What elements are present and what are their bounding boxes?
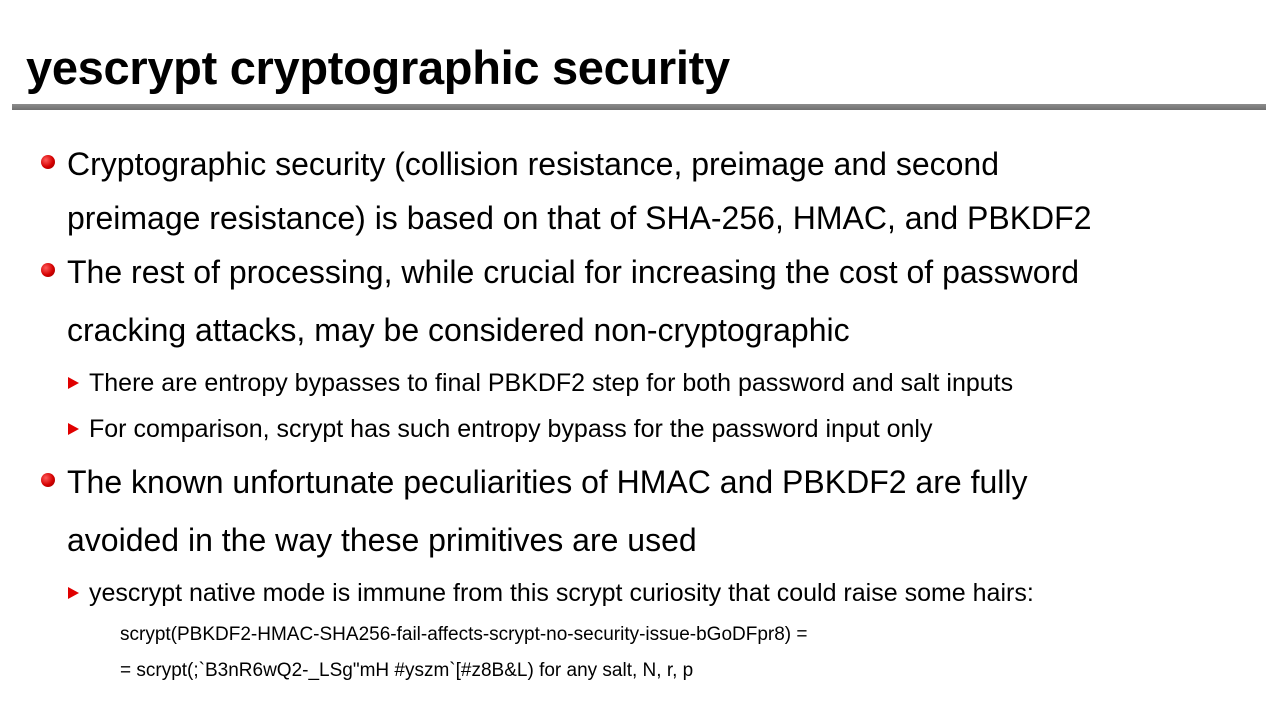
sub-bullet-2: For comparison, scrypt has such entropy bypass for the password input only bbox=[89, 415, 933, 443]
bullet-2-line-1: The rest of processing, while crucial for increasing the cost of password bbox=[67, 254, 1080, 290]
bullet-3-line-1: The known unfortunate peculiarities of HMAC and PBKDF2 are fully bbox=[67, 464, 1028, 500]
sub-bullet-triangle-icon bbox=[68, 377, 79, 389]
bullet-2-line-2: cracking attacks, may be considered non-cryptographic bbox=[67, 312, 850, 348]
bullet-dot-icon bbox=[41, 473, 55, 487]
sub-bullet-triangle-icon bbox=[68, 587, 79, 599]
bullet-3-line-2: avoided in the way these primitives are used bbox=[67, 522, 697, 558]
example-line-2: = scrypt(;`B3nR6wQ2-_LSg"mH #yszm`[#z8B&L) for any salt, N, r, p bbox=[120, 660, 694, 681]
example-line-1: scrypt(PBKDF2-HMAC-SHA256-fail-affects-scrypt-no-security-issue-bGoDFpr8) = bbox=[120, 624, 808, 645]
title-divider bbox=[12, 104, 1266, 110]
sub-bullet-triangle-icon bbox=[68, 423, 79, 435]
bullet-dot-icon bbox=[41, 263, 55, 277]
slide-title: yescrypt cryptographic security bbox=[26, 41, 730, 94]
bullet-1-line-1: Cryptographic security (collision resistance, preimage and second bbox=[67, 146, 999, 182]
sub-bullet-1: There are entropy bypasses to final PBKDF2 step for both password and salt inputs bbox=[89, 369, 1014, 397]
bullet-dot-icon bbox=[41, 155, 55, 169]
sub-bullet-3: yescrypt native mode is immune from this scrypt curiosity that could raise some hairs: bbox=[89, 579, 1034, 607]
bullet-1-line-2: preimage resistance) is based on that of SHA-256, HMAC, and PBKDF2 bbox=[67, 200, 1092, 236]
